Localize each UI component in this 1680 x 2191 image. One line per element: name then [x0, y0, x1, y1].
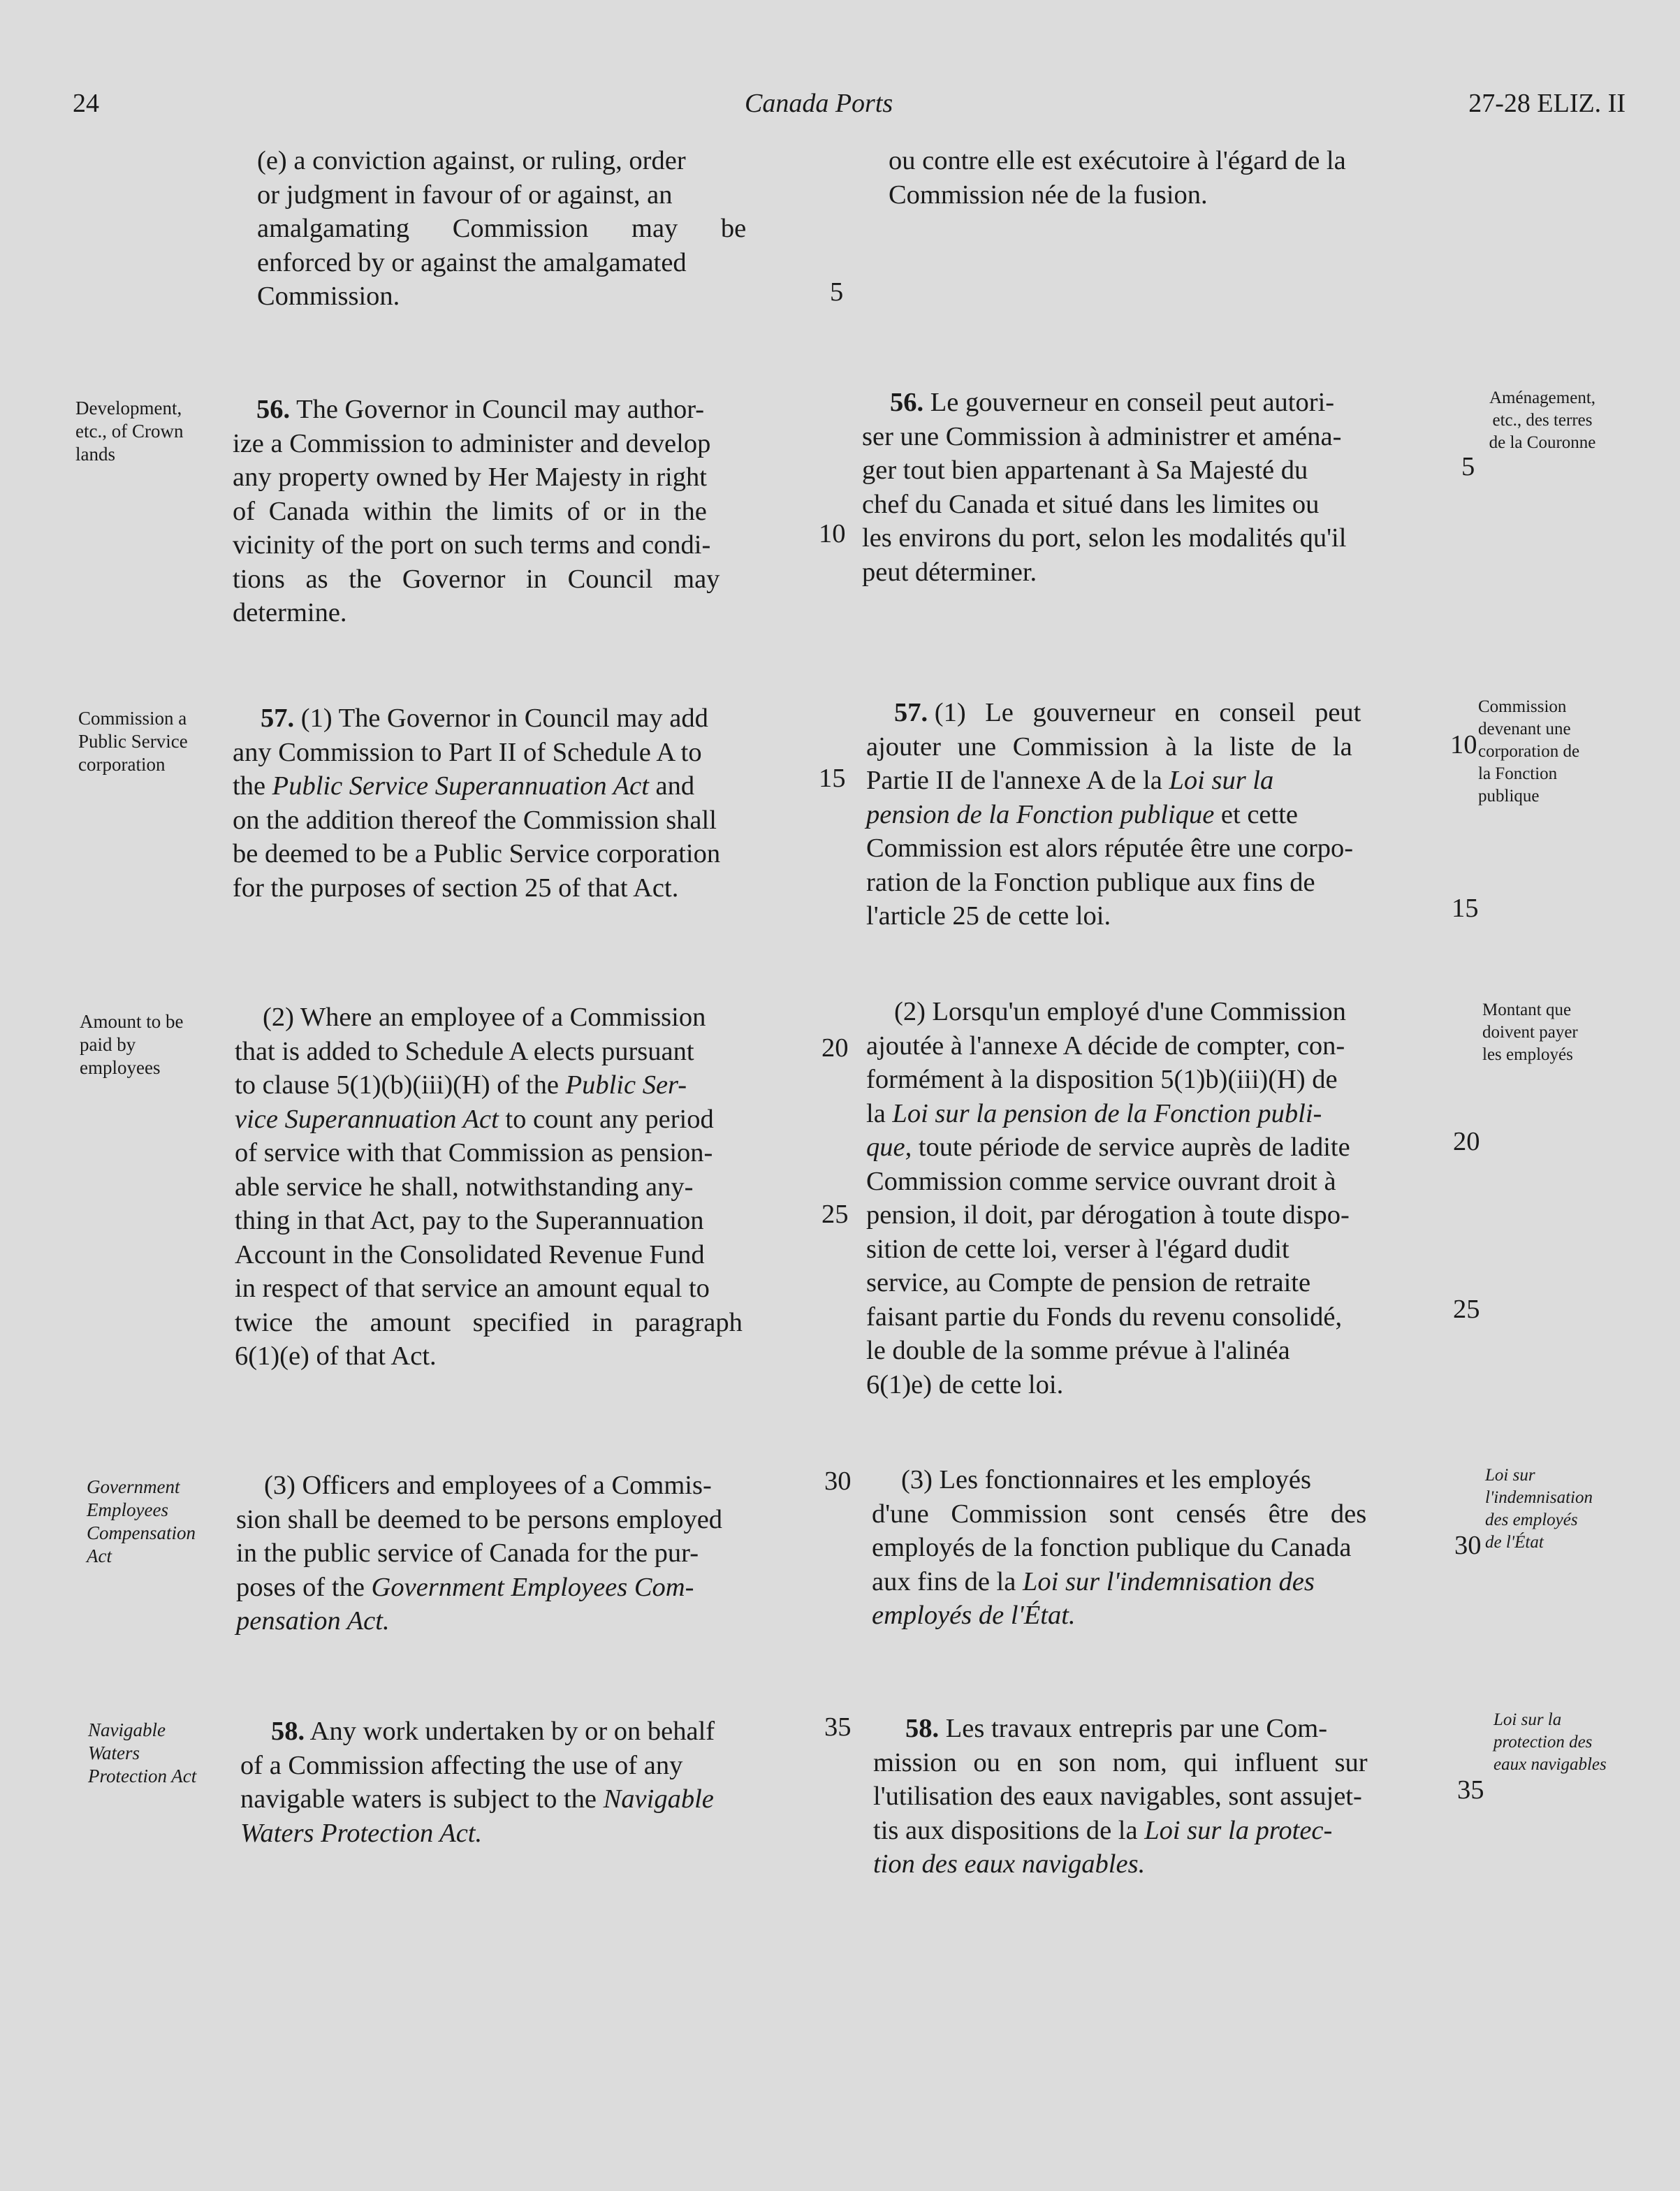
note-line: de l'État	[1485, 1533, 1544, 1552]
note-line: etc., des terres	[1492, 411, 1593, 430]
text-span: la	[866, 1098, 886, 1128]
act-title: vice Superannuation Act	[235, 1104, 499, 1134]
text-line	[873, 1847, 1454, 1881]
text-line: that is added to Schedule A elects pursuant	[235, 1036, 694, 1066]
note-line: Employees	[87, 1499, 168, 1520]
text-line: tions as the Governor in Council may	[233, 564, 720, 594]
text-line: able service he shall, notwithstanding any-	[235, 1172, 694, 1202]
text-span: et cette	[1220, 799, 1298, 829]
text-line	[236, 1571, 816, 1605]
line-number: 15	[819, 764, 846, 793]
text-span: toute période de service auprès de ladite	[918, 1133, 1350, 1162]
act-title: Public Service Superannuation Act	[272, 771, 649, 801]
text-line: 6(1)e) de cette loi.	[866, 1369, 1064, 1399]
line-number: 35	[1457, 1775, 1484, 1805]
text-line: Commission comme service ouvrant droit à	[866, 1166, 1336, 1196]
text-line: l'article 25 de cette loi.	[866, 901, 1111, 931]
fr-section-57-2	[866, 995, 1447, 1402]
text-line: sition de cette loi, verser à l'égard dudit	[866, 1234, 1290, 1264]
act-title: pensation Act.	[236, 1606, 390, 1636]
note-line: publique	[1478, 787, 1540, 806]
fr-section-57-3	[872, 1463, 1453, 1633]
note-line: employees	[80, 1057, 161, 1078]
text-line	[872, 1565, 1453, 1599]
text-line: any property owned by Her Majesty in right	[233, 463, 707, 492]
line-number: 15	[1452, 894, 1479, 923]
section-number: 56.	[256, 395, 291, 424]
text-span: Le gouverneur en conseil peut autori-	[930, 388, 1335, 417]
margin-note-en-57-2	[80, 1010, 184, 1079]
act-title: Loi sur l'indemnisation des	[1022, 1566, 1315, 1596]
line-number: 5	[1461, 452, 1475, 481]
text-span: aux fins de la	[872, 1566, 1016, 1596]
text-line: les environs du port, selon les modalités qu'il	[862, 523, 1347, 553]
text-line: of Canada within the limits of or in the	[233, 496, 707, 526]
note-line: Aménagement,	[1489, 388, 1596, 407]
text-line: employés de la fonction publique du Canada	[872, 1533, 1352, 1562]
en-section-56	[233, 393, 812, 630]
note-line: des employés	[1485, 1511, 1578, 1529]
line-number: 10	[1450, 730, 1477, 759]
en-section-57-2	[235, 1000, 815, 1374]
text-line	[240, 1782, 820, 1817]
text-line	[866, 798, 1447, 832]
en-section-58	[240, 1715, 820, 1850]
text-line: d'une Commission sont censés être des	[872, 1499, 1367, 1529]
text-span: the	[233, 771, 266, 801]
margin-note-fr-57-1	[1478, 696, 1618, 808]
act-title: employés de l'État.	[872, 1601, 1076, 1630]
note-line: etc., of Crown	[75, 421, 184, 442]
margin-note-en-57-3	[87, 1476, 196, 1568]
text-line: amalgamating Commission may be	[257, 214, 747, 243]
text-span: Les travaux entrepris par une Com-	[945, 1714, 1328, 1743]
text-line: of a Commission affecting the use of any	[240, 1750, 683, 1780]
text-line: faisant partie du Fonds du revenu consolidé,	[866, 1302, 1343, 1332]
note-line: corporation	[78, 754, 166, 775]
text-span: poses of the	[236, 1572, 365, 1602]
text-line: ou contre elle est exécutoire à l'égard de la	[889, 146, 1346, 175]
text-line: pension, il doit, par dérogation à toute dispo-	[866, 1200, 1350, 1230]
note-line: Commission	[1478, 697, 1567, 716]
text-line: service, au Compte de pension de retraite	[866, 1268, 1311, 1297]
note-line: les employés	[1482, 1045, 1573, 1064]
text-line: ser une Commission à administrer et aména-	[862, 421, 1342, 451]
text-line: mission ou en son nom, qui influent sur	[873, 1747, 1368, 1777]
note-line: Loi sur la	[1493, 1710, 1562, 1729]
line-number: 25	[1453, 1295, 1480, 1324]
line-number: 25	[821, 1200, 849, 1229]
text-line	[866, 1130, 1447, 1165]
text-line	[235, 1102, 815, 1137]
text-span: (1) Le gouverneur en conseil peut	[934, 698, 1361, 727]
text-line: of service with that Commission as pension-	[235, 1138, 713, 1167]
en-section-57-1	[233, 701, 812, 905]
note-line: la Fonction	[1478, 764, 1558, 783]
note-line: Commission a	[78, 708, 187, 729]
text-span: to clause 5(1)(b)(iii)(H) of the	[235, 1070, 559, 1100]
text-line: Account in the Consolidated Revenue Fund	[235, 1239, 705, 1269]
text-line: any Commission to Part II of Schedule A to	[233, 737, 702, 767]
note-line: doivent payer	[1482, 1023, 1578, 1042]
note-line: Waters	[88, 1742, 140, 1763]
note-line: paid by	[80, 1034, 136, 1055]
act-title: tion des eaux navigables.	[873, 1849, 1146, 1879]
text-line: be deemed to be a Public Service corporation	[233, 839, 721, 868]
text-line: Commission née de la fusion.	[889, 180, 1208, 210]
text-span: The Governor in Council may author-	[296, 395, 705, 424]
text-line: sion shall be deemed to be persons employed	[236, 1504, 723, 1534]
text-line: peut déterminer.	[862, 557, 1037, 587]
text-span: navigable waters is subject to the	[240, 1784, 597, 1814]
act-title: que,	[866, 1133, 912, 1162]
act-title: Loi sur la pension de la Fonction publi-	[892, 1098, 1322, 1128]
margin-note-fr-57-3	[1485, 1464, 1632, 1554]
fr-para-e	[889, 144, 1470, 212]
text-line	[233, 393, 812, 427]
en-para-e	[257, 144, 837, 314]
text-line: or judgment in favour of or against, an	[257, 180, 673, 210]
text-line	[872, 1599, 1453, 1633]
section-number: 56.	[890, 388, 924, 417]
text-line: ger tout bien appartenant à Sa Majesté du	[862, 456, 1308, 485]
margin-note-en-56	[75, 397, 183, 466]
note-line: devenant une	[1478, 720, 1571, 738]
margin-note-fr-57-2	[1482, 999, 1622, 1066]
text-line	[233, 769, 812, 803]
text-line: ajouter une Commission à la liste de la	[866, 731, 1352, 762]
en-section-57-3	[236, 1469, 816, 1638]
text-line: determine.	[233, 598, 347, 627]
act-title: Government Employees Com-	[371, 1572, 694, 1602]
running-title: Canada Ports	[745, 89, 893, 118]
text-line	[873, 1712, 1454, 1746]
section-number: 57.	[261, 704, 295, 733]
text-span: to count any period	[505, 1104, 714, 1134]
act-title: Loi sur la	[1169, 766, 1274, 795]
note-line: corporation de	[1478, 742, 1580, 761]
margin-note-en-58	[88, 1719, 196, 1788]
text-line: vicinity of the port on such terms and condi-	[233, 530, 711, 560]
text-line: chef du Canada et situé dans les limites ou	[862, 489, 1320, 519]
text-line: on the addition thereof the Commission shall	[233, 805, 717, 835]
text-line	[233, 701, 812, 736]
text-line: Commission.	[257, 282, 400, 311]
text-line: enforced by or against the amalgamated	[257, 247, 687, 277]
text-line: formément à la disposition 5(1)b)(iii)(H) de	[866, 1065, 1338, 1094]
margin-note-fr-58	[1493, 1709, 1647, 1776]
note-line: Development,	[75, 398, 182, 418]
text-line: l'utilisation des eaux navigables, sont assujet-	[873, 1782, 1362, 1811]
text-line	[866, 696, 1447, 730]
line-number: 30	[1454, 1531, 1482, 1560]
fr-section-58	[873, 1712, 1454, 1881]
text-line: ajoutée à l'annexe A décide de compter, con-	[866, 1031, 1345, 1061]
section-number: 58.	[271, 1717, 305, 1746]
margin-note-en-57-1	[78, 707, 188, 776]
note-line: Montant que	[1482, 1000, 1572, 1019]
fr-section-56	[862, 386, 1443, 589]
text-line	[240, 1715, 820, 1749]
note-line: Government	[87, 1476, 180, 1497]
text-span: and	[655, 771, 695, 801]
note-line: Public Service	[78, 731, 188, 752]
line-number: 30	[824, 1466, 852, 1496]
note-line: protection des	[1493, 1733, 1593, 1752]
text-line	[236, 1604, 816, 1638]
margin-note-fr-56	[1473, 387, 1612, 454]
text-line: in the public service of Canada for the pur-	[236, 1538, 699, 1568]
text-line: twice the amount specified in paragraph	[235, 1307, 743, 1337]
note-line: Act	[87, 1545, 112, 1566]
text-line: (3) Officers and employees of a Commis-	[264, 1471, 712, 1500]
note-line: de la Couronne	[1489, 433, 1596, 452]
section-number: 58.	[905, 1714, 940, 1743]
text-line: ize a Commission to administer and develop	[233, 428, 711, 458]
text-line: thing in that Act, pay to the Superannuation	[235, 1206, 704, 1235]
text-line: (2) Lorsqu'un employé d'une Commission	[894, 997, 1346, 1026]
line-number: 10	[819, 519, 846, 548]
text-line: 6(1)(e) of that Act.	[235, 1341, 437, 1371]
note-line: Loi sur	[1485, 1466, 1535, 1485]
section-number: 57.	[894, 698, 928, 727]
text-span: (1) The Governor in Council may add	[300, 704, 708, 733]
note-line: lands	[75, 444, 115, 465]
note-line: Compensation	[87, 1522, 196, 1543]
text-line: in respect of that service an amount equal to	[235, 1274, 710, 1303]
note-line: eaux navigables	[1493, 1755, 1607, 1774]
text-line: (e) a conviction against, or ruling, order	[257, 146, 686, 175]
text-line	[235, 1068, 815, 1102]
act-title: Loi sur la protec-	[1144, 1815, 1333, 1845]
text-line	[866, 1097, 1447, 1131]
fr-section-57-1	[866, 696, 1447, 933]
text-line: Commission est alors réputée être une corpo-	[866, 834, 1354, 863]
regnal-year: 27-28 ELIZ. II	[1468, 89, 1626, 118]
page-number: 24	[73, 89, 99, 118]
note-line: l'indemnisation	[1485, 1488, 1593, 1507]
note-line: Protection Act	[88, 1766, 197, 1786]
text-span: tis aux dispositions de la	[873, 1815, 1138, 1845]
text-span: Any work undertaken by or on behalf	[309, 1717, 715, 1746]
act-title: Waters Protection Act.	[240, 1818, 483, 1848]
note-line: Navigable	[88, 1719, 166, 1740]
text-line: (2) Where an employee of a Commission	[263, 1003, 706, 1032]
text-line	[873, 1814, 1454, 1848]
text-line: (3) Les fonctionnaires et les employés	[901, 1465, 1311, 1494]
text-line: ration de la Fonction publique aux fins de	[866, 867, 1315, 897]
text-line	[866, 764, 1447, 798]
act-title: Public Ser-	[565, 1070, 687, 1100]
act-title: Navigable	[603, 1784, 714, 1814]
line-number: 35	[824, 1712, 852, 1742]
text-span: Partie II de l'annexe A de la	[866, 766, 1162, 795]
act-title: pension de la Fonction publique	[866, 799, 1215, 829]
text-line	[240, 1817, 820, 1851]
text-line: le double de la somme prévue à l'alinéa	[866, 1336, 1290, 1365]
line-number: 20	[821, 1033, 849, 1063]
line-number: 5	[830, 277, 844, 307]
line-number: 20	[1453, 1127, 1480, 1156]
note-line: Amount to be	[80, 1011, 184, 1032]
text-line: for the purposes of section 25 of that Act.	[233, 873, 679, 903]
text-line	[862, 386, 1443, 420]
